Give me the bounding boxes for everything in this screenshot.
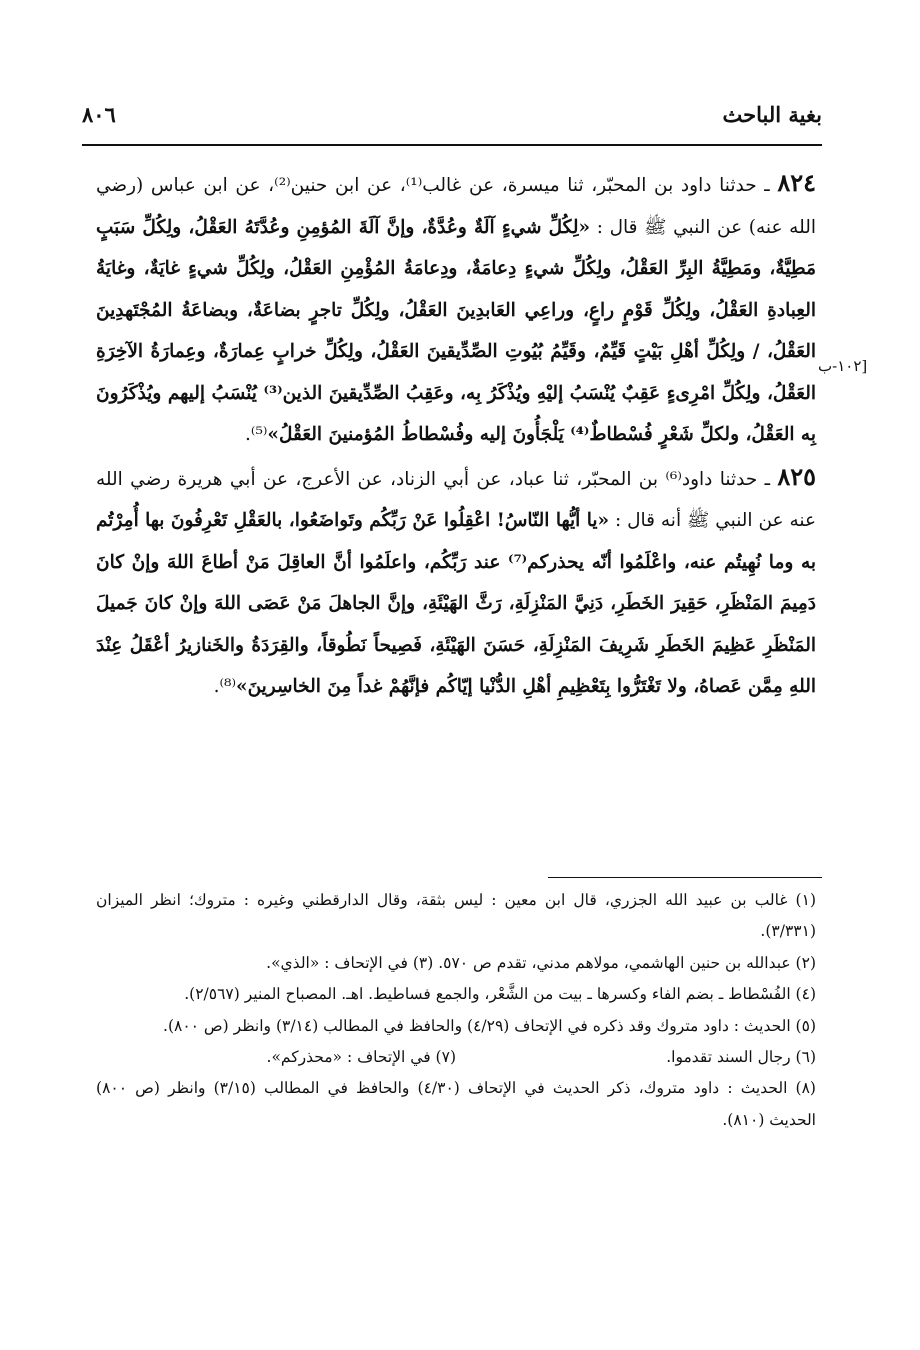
hadith-matn: «لِكُلِّ شيءٍ آلَةٌ وعُدَّةٌ، وإنَّ آلَةَ المُؤمِنِ وعُدَّتَهُ العَقْلُ، ولِكُلِّ سَبَبٍ مَطِيَّةٌ، ومَطِيَّةُ البِرِّ العَقْلُ، ولِكُلِّ شيءٍ دِعامَةٌ، ودِعامَةُ المُؤْمِنِ العَقْلُ، ولِكُلِّ شيءٍ غايَةٌ، وغايَةُ العِبادةِ العَقْلُ، ولِكُلِّ قَوْمٍ راعٍ، وراعِي العَابدِينَ العَقْلُ، ولِكُلِّ تاجرٍ بضاعَةٌ، وبضاعَةُ المُجْتَهدِينَ العَقْلُ، / ولِكُلِّ أهْلِ بَيْتٍ قَيِّمٌ، وقَيِّمُ بُيُوتِ الصِّدِّيقينَ العَقْلُ، ولِكُلِّ خرابٍ عِمارَةٌ، وعِمارَةُ الآخِرَةِ العَقْلُ، ولِكُلِّ امْرِىءٍ عَقِبٌ يُنْسَبُ إليْهِ ويُذْكَرُ بِه، وعَقِبُ الصِّدِّيقينَ الذين⁽³⁾ يُنْسَبُ إليهم ويُذْكَرُونَ بِه العَقْلُ، ولكلِّ شَعْرٍ فُسْطاطٌ⁽⁴⁾ يَلْجَأُونَ إليه وفُسْطاطُ المُؤمنينَ العَقْلُ» [96, 216, 817, 445]
footnote: (٥) الحديث : داود متروك وقد ذكره في الإتحاف (٤/٢٩) والحافظ في المطالب (٣/١٤) وانظر (ص ٨٠٠). [163, 1016, 816, 1035]
footnote: (٦) رجال السند تقدموا. [666, 1048, 816, 1067]
footnote: (١) غالب بن عبيد الله الجزري، قال ابن معين : ليس بثقة، وقال الدارقطني وغيره : متروك؛ انظر الميزان (٣/٣٣١). [96, 891, 816, 941]
footnotes [96, 885, 816, 1136]
page-header [82, 96, 822, 146]
manuscript-folio-note: [١٠٢-ب [818, 357, 868, 375]
hadith-825 [96, 456, 816, 708]
footnote: (٤) الفُسْطاط ـ بضم الفاء وكسرها ـ بيت من الشَّعْر، والجمع فساطيط. اهـ. المصباح المنير (٢/٥٦٧). [184, 985, 816, 1004]
book-title: بغية الباحث [722, 102, 822, 127]
hadith-number: ٨٢٤ [777, 168, 816, 197]
hadith-824 [96, 162, 816, 456]
footnote: (٧) في الإتحاف : «محذركم». [266, 1048, 456, 1067]
hadith-end: ⁽⁸⁾. [213, 676, 237, 697]
page-number: ٨٠٦ [82, 102, 116, 127]
hadith-matn: «يا أيُّها النّاسُ! اعْقِلُوا عَنْ رَبِّكُم وتَواضَعُوا، بالعَقْلِ تَعْرِفُونَ بها أُمِرْتُم به وما نُهِيتُم عنه، واعْلَمُوا أنّه يحذركم⁽⁷⁾ عند رَبِّكُم، واعلَمُوا أنَّ العاقِلَ مَنْ أطاعَ اللهَ وإنْ كانَ دَمِيمَ المَنْظَرِ، حَقِيرَ الخَطَرِ، دَنِيَّ المَنْزِلَةِ، رَثَّ الهَيْئَةِ، وإنَّ الجاهلَ مَنْ عَصَى اللهَ وإنْ كانَ جَميلَ المَنْظَرِ عَظِيمَ الخَطَرِ شَرِيفَ المَنْزِلَةِ، حَسَنَ الهَيْئَةِ، فَصِيحاً نَطُوقاً، والقِرَدَةُ والخَنازيرُ أعْقَلُ عِنْدَ اللهِ مِمَّن عَصاهُ، ولا تَغْتَرُّوا بِتَعْظِيمِ أهْلِ الدُّنْيا إيّاكُم فإنَّهُمْ غداً مِنَ الخاسِرينَ» [95, 510, 817, 697]
footnote: (٢) عبدالله بن حنين الهاشمي، مولاهم مدني، تقدم ص ٥٧٠. (٣) في الإتحاف : «الذي». [266, 953, 816, 972]
main-text [96, 162, 816, 708]
hadith-chain: ـ حدثنا داود بن المحبّر، ثنا ميسرة، عن غالب⁽¹⁾، عن ابن حنين⁽²⁾، عن ابن عباس (رضي الله عنه) عن النبي ﷺ قال : [96, 175, 816, 238]
hadith-end: ⁽⁵⁾. [245, 424, 268, 445]
footnote: (٨) الحديث : داود متروك، ذكر الحديث في الإتحاف (٤/٣٠) والحافظ في المطالب (٣/١٥) وانظر (ص ٨٠٠) الحديث (٨١٠). [96, 1079, 816, 1129]
hadith-number: ٨٢٥ [777, 461, 816, 491]
footnote-row [96, 1042, 816, 1073]
hadith-chain: ـ حدثنا داود⁽⁶⁾ بن المحبّر، ثنا عباد، عن أبي الزناد، عن الأعرج، عن أبي هريرة رضي الله عنه عن النبي ﷺ أنه قال : [96, 468, 816, 531]
footnote-separator [548, 877, 822, 878]
